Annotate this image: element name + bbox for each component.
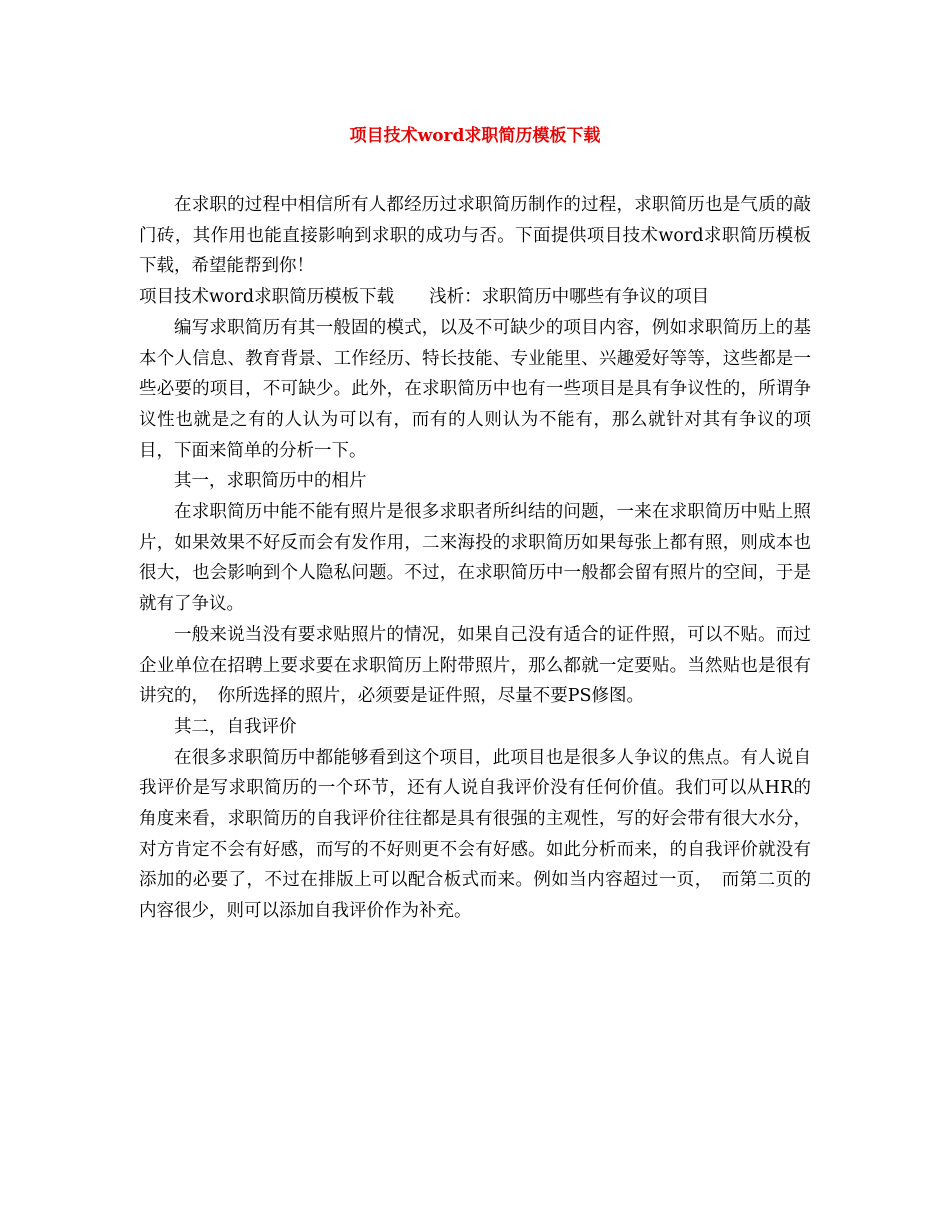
subtitle-right: 浅析：求职简历中哪些有争议的项目 <box>429 287 710 308</box>
document-body <box>139 190 811 927</box>
body-paragraph: 编写求职简历有其一般固的模式，以及不可缺少的项目内容，例如求职简历上的基本个人信息、教育背景、工作经历、特长技能、专业能里、兴趣爱好等等，这些都是一些必要的项目，不可缺少。此外，在求职简历中也有一些项目是具有争议性的，所谓争议性也就是之有的人认为可以有，而有的人则认为不能有，那么就针对其有争议的项目，下面来简单的分析一下。 <box>139 317 811 461</box>
document-title: 项目技术word求职简历模板下载 <box>349 126 601 146</box>
body-paragraph: 在求职简历中能不能有照片是很多求职者所纠结的问题，一来在求职简历中贴上照片，如果效果不好反而会有发作用，二来海投的求职简历如果每张上都有照，则成本也很大，也会影响到个人隐私问题。不过，在求职简历中一般都会留有照片的空间，于是就有了争议。 <box>139 502 811 615</box>
intro-paragraph: 在求职的过程中相信所有人都经历过求职简历制作的过程，求职简历也是气质的敲门砖，其作用也能直接影响到求职的成功与否。下面提供项目技术word求职简历模板下载，希望能帮到你！ <box>139 195 811 277</box>
section-heading-photo: 其一，求职简历中的相片 <box>174 471 367 492</box>
body-paragraph: 在很多求职简历中都能够看到这个项目，此项目也是很多人争议的焦点。有人说自我评价是写求职简历的一个环节，还有人说自我评价没有任何价值。我们可以从HR的角度来看，求职简历的自我评价往往都是具有很强的主观性，写的好会带有很大水分，对方肯定不会有好感，而写的不好则更不会有好感。如此分析而来，的自我评价就没有添加的必要了，不过在排版上可以配合板式而来。例如当内容超过一页， 而第二页的内容很少，则可以添加自我评价作为补充。 <box>139 747 811 922</box>
subtitle-line <box>139 282 811 313</box>
subtitle-left: 项目技术word求职简历模板下载 <box>139 287 395 308</box>
body-paragraph: 一般来说当没有要求贴照片的情况，如果自己没有适合的证件照，可以不贴。而过企业单位在招聘上要求要在求职简历上附带照片，那么都就一定要贴。当然贴也是很有讲究的， 你所选择的照片，必须要是证件照，尽量不要PS修图。 <box>139 624 811 707</box>
section-heading-self-evaluation: 其二，自我评价 <box>174 716 297 737</box>
